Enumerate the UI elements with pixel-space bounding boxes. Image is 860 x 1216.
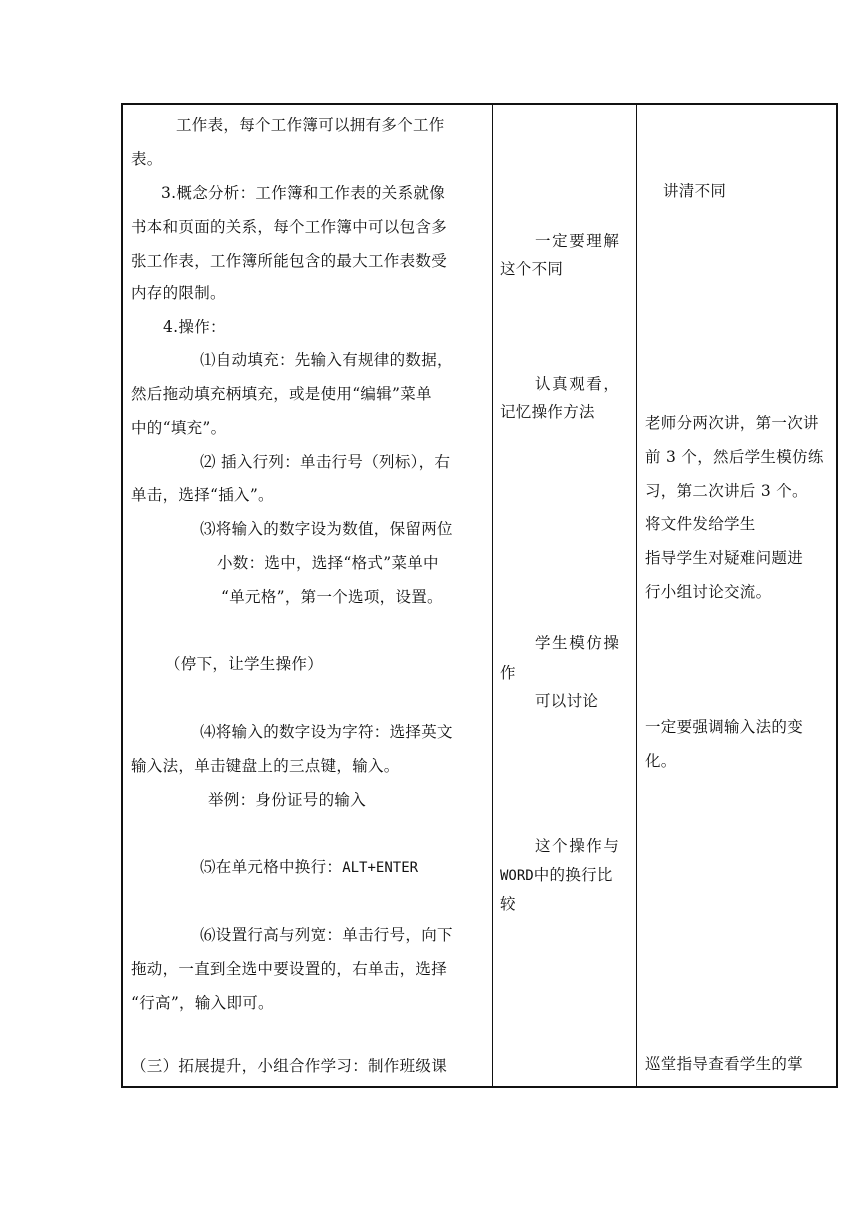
activity-line: 作	[500, 664, 516, 682]
content-line: “单元格”，第一个选项，设置。	[221, 588, 443, 606]
content-line: 中的“填充”。	[131, 419, 227, 437]
content-line: （三）拓展提升，小组合作学习：制作班级课	[131, 1057, 448, 1075]
word-text: WORD	[500, 868, 534, 884]
activity-line: 可以讨论	[535, 692, 599, 710]
content-line: 4.操作：	[163, 318, 226, 336]
content-line: ⑴自动填充：先输入有规律的数据，	[200, 351, 453, 369]
column-divider	[636, 105, 637, 1086]
note-line: 老师分两次讲，第一次讲	[645, 414, 819, 432]
column-divider	[492, 105, 493, 1086]
note-line: 习，第二次讲后 3 个。	[645, 482, 808, 500]
note-line: 化。	[645, 752, 677, 770]
activity-text: 中的换行比	[533, 866, 613, 884]
content-line: ⑷将输入的数字设为字符：选择英文	[200, 723, 453, 741]
shortcut-text: ALT+ENTER	[342, 860, 419, 876]
content-line: 表。	[131, 150, 163, 168]
activity-line	[500, 865, 613, 886]
content-line: 然后拖动填充柄填充，或是使用“编辑”菜单	[131, 385, 432, 403]
activity-line: 认真观看，	[535, 375, 621, 393]
note-line: 将文件发给学生	[645, 515, 756, 533]
note-line: 指导学生对疑难问题进	[645, 549, 804, 567]
content-line: 单击，选择“插入”。	[131, 486, 274, 504]
activity-line: 记忆操作方法	[500, 403, 595, 421]
note-line: 一定要强调输入法的变	[645, 718, 804, 736]
content-line: 张工作表，工作簿所能包含的最大工作表数受	[131, 252, 448, 270]
content-line: 拖动，一直到全选中要设置的，右单击，选择	[131, 960, 448, 978]
content-line: ⑶将输入的数字设为数值，保留两位	[200, 520, 453, 538]
content-line: 3.概念分析：工作簿和工作表的关系就像	[161, 184, 445, 202]
activity-line: 学生模仿操	[535, 634, 621, 652]
content-line: 书本和页面的关系，每个工作簿中可以包含多	[131, 218, 448, 236]
activity-line: 这个操作与	[535, 837, 621, 855]
note-line: 讲清不同	[663, 182, 727, 200]
activity-line: 这个不同	[500, 260, 564, 278]
content-line: 小数：选中，选择“格式”菜单中	[217, 554, 439, 572]
note-line: 前 3 个，然后学生模仿练	[645, 448, 824, 466]
content-line: “行高”，输入即可。	[131, 994, 274, 1012]
content-line: ⑵ 插入行列：单击行号（列标），右	[200, 453, 451, 471]
content-line: 输入法，单击键盘上的三点键，输入。	[131, 757, 400, 775]
content-line	[200, 857, 418, 878]
content-line: 内存的限制。	[131, 284, 226, 302]
note-line: 巡堂指导查看学生的掌	[645, 1055, 804, 1073]
content-text: ⑸在单元格中换行：	[200, 858, 343, 876]
content-line: ⑹设置行高与列宽：单击行号，向下	[200, 926, 453, 944]
activity-line: 一定要理解	[535, 232, 621, 250]
content-line: 工作表，每个工作簿可以拥有多个工作	[176, 116, 445, 134]
content-line: （停下，让学生操作）	[165, 655, 324, 673]
activity-line: 较	[500, 895, 516, 913]
content-line: 举例：身份证号的输入	[208, 791, 367, 809]
note-line: 行小组讨论交流。	[645, 583, 772, 601]
